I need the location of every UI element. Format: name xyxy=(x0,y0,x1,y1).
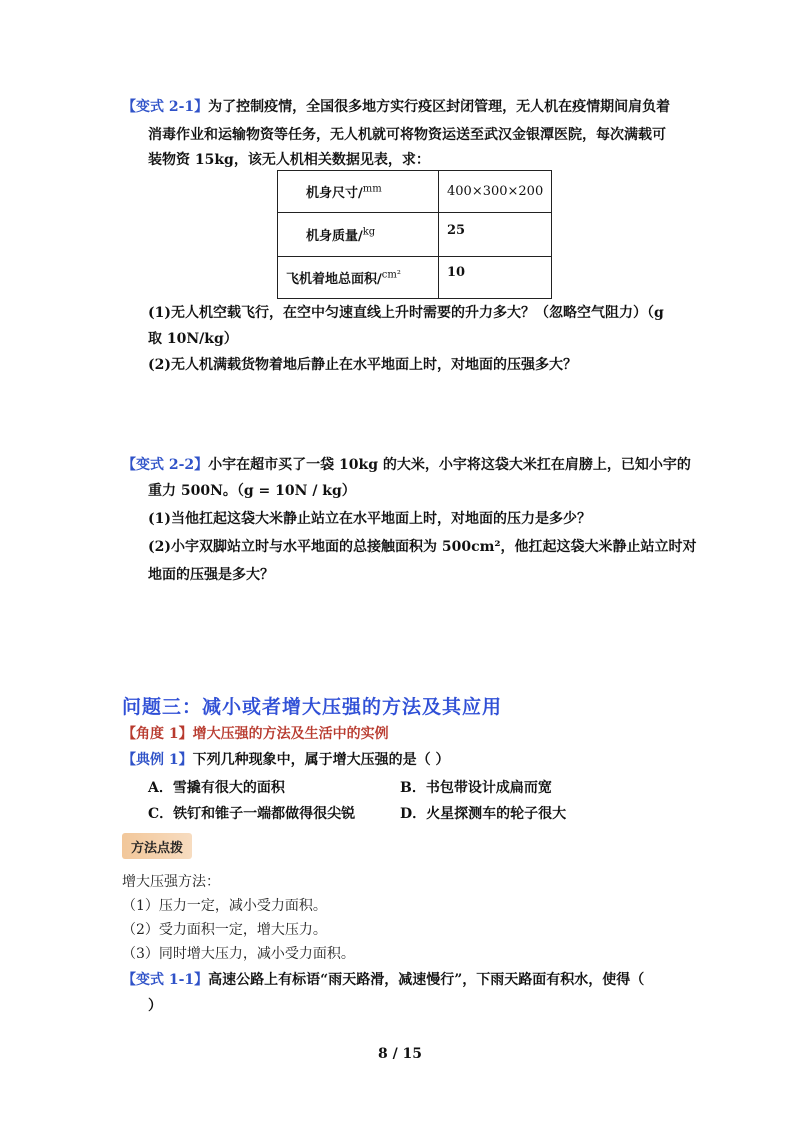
example-1-question xyxy=(122,750,450,770)
variant-1-1-line-2: ） xyxy=(148,998,162,1014)
table-cell-value: 10 xyxy=(439,257,552,299)
page-number: 8 / 15 xyxy=(377,1046,423,1062)
drone-data-table xyxy=(277,170,552,299)
variant-2-1-tag: 【变式 2-1】 xyxy=(122,99,209,115)
variant-2-1-text-1: 为了控制疫情，全国很多地方实行疫区封闭管理，无人机在疫情期间肩负着 xyxy=(208,99,671,115)
tip-title: 增大压强方法： xyxy=(122,874,220,890)
table-cell-value: 400×300×200 xyxy=(439,171,552,213)
variant-1-1-line-1 xyxy=(122,970,644,990)
table-row xyxy=(278,213,552,257)
variant-2-1-line-1 xyxy=(122,97,670,117)
method-tip-badge: 方法点拨 xyxy=(122,833,192,859)
tip-item-3: （3）同时增大压力，减小受力面积。 xyxy=(122,946,355,962)
table-cell-label: 飞机着地总面积/$^{cm^2}$ xyxy=(278,257,439,299)
table-cell-value: 25 xyxy=(439,213,552,257)
variant-2-1-line-3: 装物资 15kg，该无人机相关数据见表，求： xyxy=(148,152,430,168)
angle-heading: 【角度 1】增大压强的方法及生活中的实例 xyxy=(122,726,389,742)
tip-item-1: （1）压力一定，减小受力面积。 xyxy=(122,898,327,914)
option-d: D．火星探测车的轮子很大 xyxy=(400,806,567,822)
variant-2-2-line-2: 重力 500N。（g = 10N / kg） xyxy=(148,483,356,499)
tip-item-2: （2）受力面积一定，增大压力。 xyxy=(122,922,327,938)
variant-2-2-question-1: (1)当他扛起这袋大米静止站立在水平地面上时，对地面的压力是多少？ xyxy=(148,511,591,527)
example-1-text: 下列几种现象中，属于增大压强的是（ ） xyxy=(192,752,450,768)
option-c: C．铁钉和锥子一端都做得很尖锐 xyxy=(148,806,356,822)
variant-2-2-text-1: 小宇在超市买了一袋 10kg 的大米，小宇将这袋大米扛在肩膀上，已知小宇的 xyxy=(208,457,691,473)
variant-2-2-line-1 xyxy=(122,455,691,475)
variant-1-1-text-1: 高速公路上有标语“雨天路滑，减速慢行”，下雨天路面有积水，使得（ xyxy=(208,972,645,988)
option-b: B．书包带设计成扁而宽 xyxy=(400,780,552,796)
table-row xyxy=(278,257,552,299)
variant-1-1-tag: 【变式 1-1】 xyxy=(122,972,209,988)
variant-2-2-question-2a: (2)小宇双脚站立时与水平地面的总接触面积为 500cm²，他扛起这袋大米静止站立时对 xyxy=(148,539,697,555)
variant-2-1-question-2: (2)无人机满载货物着地后静止在水平地面上时，对地面的压强多大？ xyxy=(148,357,577,373)
option-a: A．雪撬有很大的面积 xyxy=(148,780,285,796)
variant-2-1-line-2: 消毒作业和运输物资等任务，无人机就可将物资运送至武汉金银潭医院，每次满载可 xyxy=(148,127,666,143)
example-1-tag: 【典例 1】 xyxy=(122,752,193,768)
table-cell-label: 机身尺寸/$^{mm}$ xyxy=(278,171,439,213)
variant-2-1-question-1a: (1)无人机空载飞行，在空中匀速直线上升时需要的升力多大？（忽略空气阻力）（g xyxy=(148,305,664,321)
variant-2-1-question-1b: 取 10N/kg） xyxy=(148,331,238,347)
variant-2-2-tag: 【变式 2-2】 xyxy=(122,457,209,473)
table-row xyxy=(278,171,552,213)
table-cell-label: 机身质量/$^{kg}$ xyxy=(278,213,439,257)
section-title: 问题三：减小或者增大压强的方法及其应用 xyxy=(122,696,503,718)
variant-2-2-question-2b: 地面的压强是多大？ xyxy=(148,567,274,583)
